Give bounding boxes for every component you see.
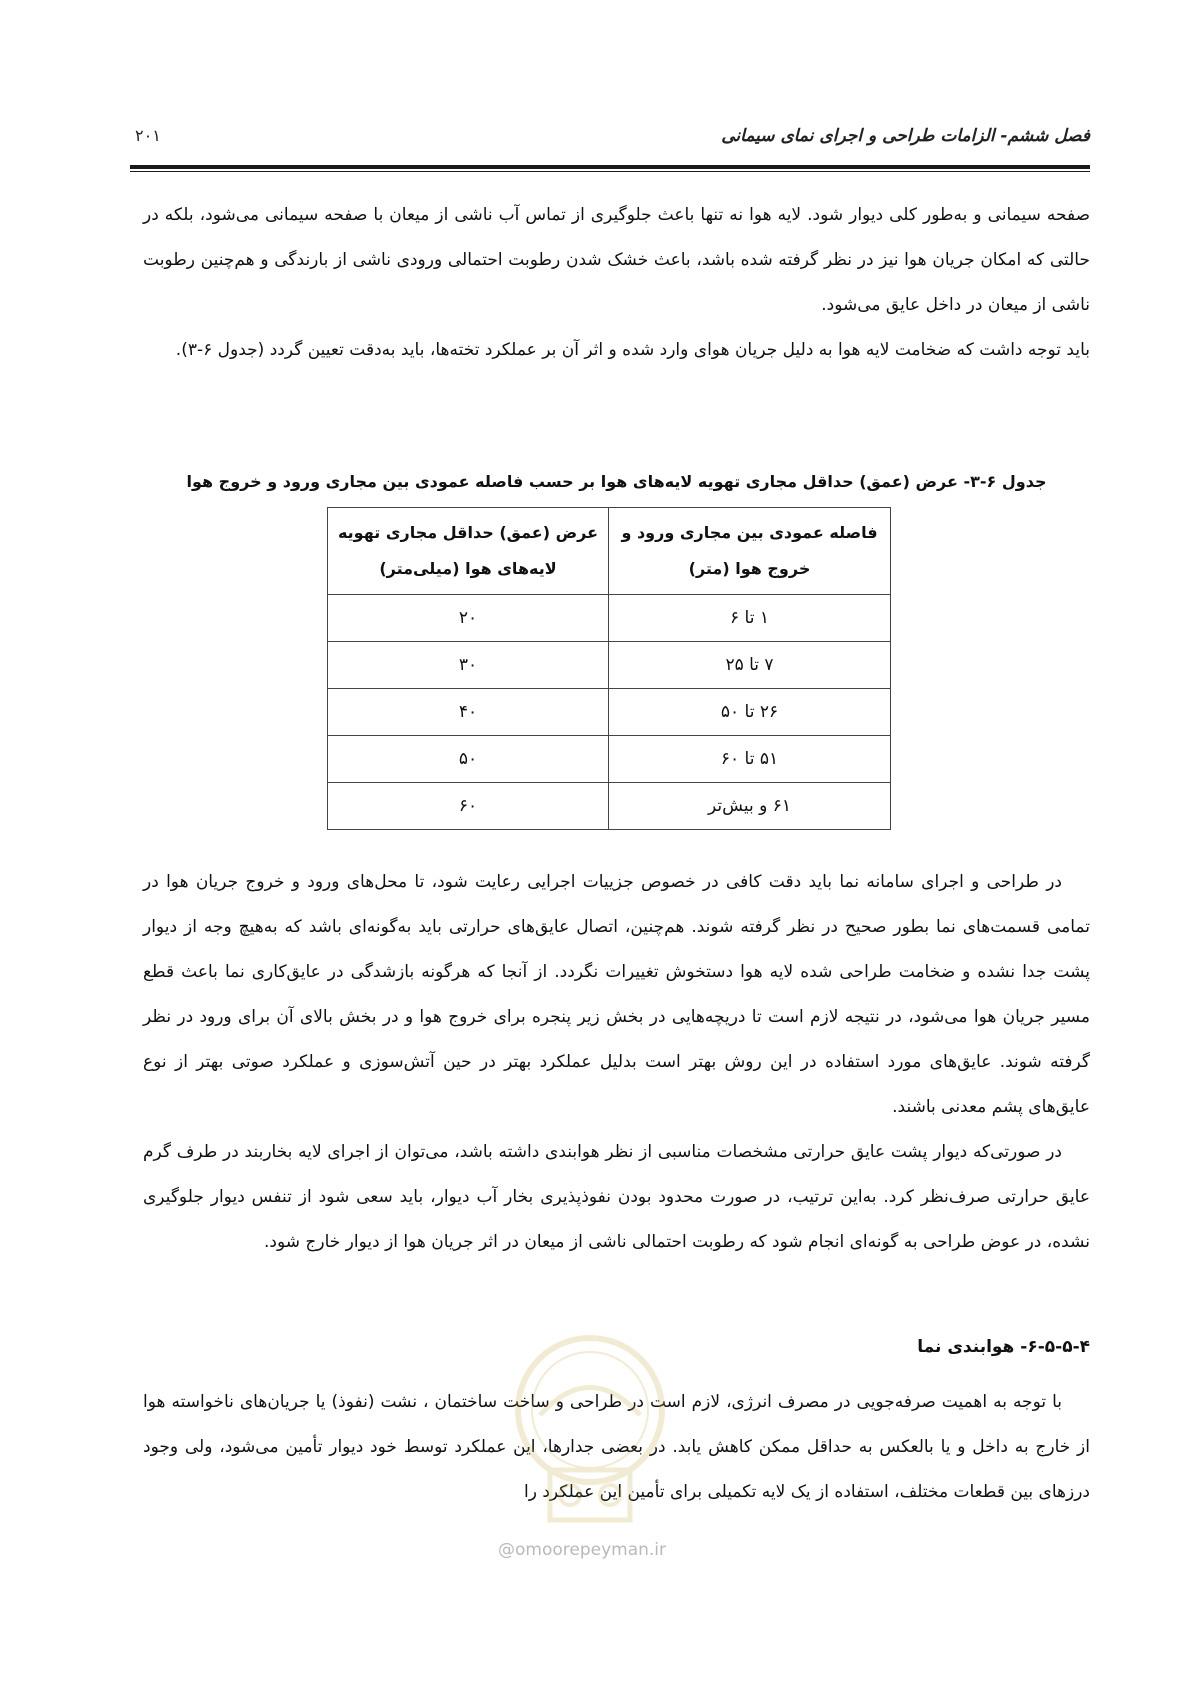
table-row bbox=[328, 689, 891, 736]
watermark-url: @omoorepeyman.ir bbox=[498, 1540, 667, 1560]
table-cell: ۴۰ bbox=[328, 689, 609, 736]
table-cell: ۷ تا ۲۵ bbox=[609, 642, 891, 689]
table-cell: ۵۰ bbox=[328, 736, 609, 783]
section-heading: ۶-۵-۵-۴- هوابندی نما bbox=[917, 1337, 1090, 1357]
table-cell: ۶۱ و بیش‌تر bbox=[609, 783, 891, 830]
paragraph: با توجه به اهمیت صرفه‌جویی در مصرف انرژی، لازم است در طراحی و ساخت ساختمان ، نشت (نفوذ) یا جریان‌های ناخواسته هوا از خارج به داخل و یا بالعکس به حداقل ممکن کاهش یابد. در بعضی جدارها، این عملکرد توسط خود دیوار تأمین می‌شود، ولی وجود درزهای بین قطعات مختلف، استفاده از یک لایه تکمیلی برای تأمین این عملکرد را bbox=[143, 1392, 1090, 1502]
chapter-title: فصل ششم- الزامات طراحی و اجرای نمای سیمانی bbox=[721, 126, 1090, 146]
table-row bbox=[328, 783, 891, 830]
header-rule-thick bbox=[130, 165, 1090, 169]
table-header-row bbox=[328, 508, 891, 595]
paragraph: صفحه سیمانی و به‌طور کلی دیوار شود. لایه هوا نه تنها باعث جلوگیری از تماس آب ناشی از میعان با صفحه سیمانی می‌شود، بلکه در حالتی که امکان جریان هوا نیز در نظر گرفته شده باشد، باعث خشک شدن رطوبت احتمالی ورودی ناشی از بارندگی و هم‌چنین رطوبت ناشی از میعان در داخل عایق می‌شود. bbox=[143, 205, 1090, 315]
table-row bbox=[328, 642, 891, 689]
body-text-bottom bbox=[143, 1380, 1090, 1515]
table-header-cell: عرض (عمق) حداقل مجاری تهویه لایه‌های هوا (میلی‌متر) bbox=[328, 508, 609, 595]
header-rule-thin bbox=[130, 171, 1090, 172]
table-cell: ۶۰ bbox=[328, 783, 609, 830]
table-cell: ۱ تا ۶ bbox=[609, 595, 891, 642]
paragraph: باید توجه داشت که ضخامت لایه هوا به دلیل جریان هوای وارد شده و اثر آن بر عملکرد تخته‌ها، باید به‌دقت تعیین گردد (جدول ۶-۳). bbox=[175, 340, 1090, 360]
body-text-top bbox=[143, 193, 1090, 373]
body-text-middle bbox=[143, 860, 1090, 1265]
table-cell: ۲۶ تا ۵۰ bbox=[609, 689, 891, 736]
table-cell: ۲۰ bbox=[328, 595, 609, 642]
table-row bbox=[328, 736, 891, 783]
page-number: ۲۰۱ bbox=[135, 126, 161, 145]
table-header-cell: فاصله عمودی بین مجاری ورود و خروج هوا (متر) bbox=[609, 508, 891, 595]
ventilation-table bbox=[327, 507, 891, 830]
page-header bbox=[130, 126, 1090, 156]
paragraph: در صورتی‌که دیوار پشت عایق حرارتی مشخصات مناسبی از نظر هوابندی داشته باشد، می‌توان از اجرای لایه بخاربند در طرف گرم عایق حرارتی صرف‌نظر کرد. به‌این ترتیب، در صورت محدود بودن نفوذپذیری بخار آب دیوار، باید سعی شود از تنفس دیوار جلوگیری نشده، در عوض طراحی به گونه‌ای انجام شود که رطوبت احتمالی ناشی از میعان در اثر جریان هوا از دیوار خارج شود. bbox=[143, 1142, 1090, 1252]
table-cell: ۳۰ bbox=[328, 642, 609, 689]
table-caption: جدول ۶-۳- عرض (عمق) حداقل مجاری تهویه لایه‌های هوا بر حسب فاصله عمودی بین مجاری ورود و خروج هوا bbox=[186, 472, 1047, 491]
table-cell: ۵۱ تا ۶۰ bbox=[609, 736, 891, 783]
table-row bbox=[328, 595, 891, 642]
paragraph: در طراحی و اجرای سامانه نما باید دقت کافی در خصوص جزییات اجرایی رعایت شود، تا محل‌های ورود و خروج جریان هوا در تمامی قسمت‌های نما بطور صحیح در نظر گرفته شوند. هم‌چنین، اتصال عایق‌های حرارتی باید به‌گونه‌ای باشد که به‌هیچ وجه از دیوار پشت جدا نشده و ضخامت طراحی شده لایه هوا دستخوش تغییرات نگردد. از آنجا که هرگونه بازشدگی در عایق‌کاری نما باعث قطع مسیر جریان هوا می‌شود، در نتیجه لازم است تا دریچه‌هایی در بخش زیر پنجره برای خروج هوا و در بخش بالای آن برای ورود در نظر گرفته شوند. عایق‌های مورد استفاده در این روش بهتر است بدلیل عملکرد بهتر در حین آتش‌سوزی و عملکرد صوتی بهتر از نوع عایق‌های پشم معدنی باشند. bbox=[143, 872, 1090, 1117]
